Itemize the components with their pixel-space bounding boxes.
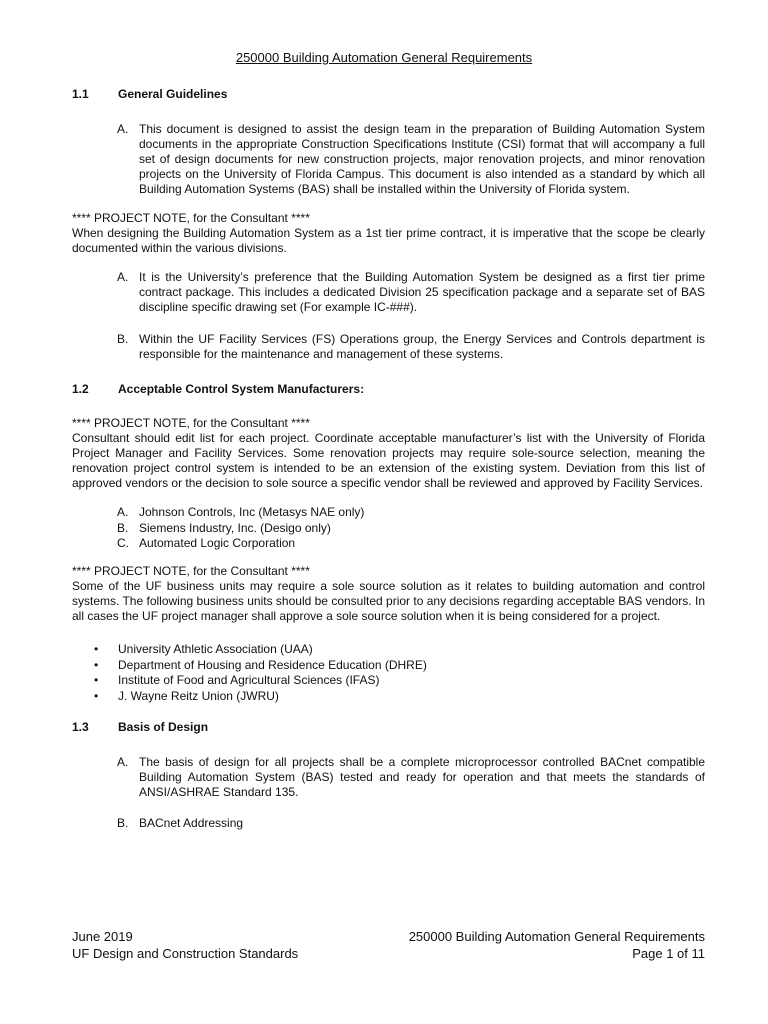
- footer-left: [72, 928, 298, 962]
- bullet-icon: •: [94, 688, 99, 703]
- item-text: It is the University’s preference that the Building Automation System be designed as a first tier prime contract package. This includes a dedicated Division 25 specification package and a separate set of BAS discipline specific drawing set (For example IC-###).: [139, 270, 705, 314]
- project-note-2: [72, 416, 705, 491]
- section-number: 1.2: [72, 382, 89, 396]
- project-note-heading: **** PROJECT NOTE, for the Consultant ****: [72, 211, 310, 225]
- footer-right: [409, 928, 705, 962]
- project-note-text: Consultant should edit list for each project. Coordinate acceptable manufacturer’s list with the University of Florida Project Manager and Facility Services. Some renovation projects may require sole-source selection, meaning the renovation project control system is intended to be an extension of the existing system. Deviation from this list of approved vendors or the decision to sole source a specific vendor shall be reviewed and approved by Facility Services.: [72, 431, 705, 490]
- general-guidelines-item-a: [117, 122, 705, 197]
- section-1-2-heading: [72, 382, 364, 396]
- item-text: This document is designed to assist the design team in the preparation of Building Automation System documents in the appropriate Construction Specifications Institute (CSI) format that will accompany a full set of design documents for new construction projects, major renovation projects, and minor renovation projects on the University of Florida Campus. This document is also intended as a standard by which all Building Automation Systems (BAS) shall be installed within the University of Florida system.: [139, 122, 705, 196]
- item-text: The basis of design for all projects shall be a complete microprocessor controlled BACnet compatible Building Automation System (BAS) tested and ready for operation and that meets the standards of ANSI/ASHRAE Standard 135.: [139, 755, 705, 799]
- item-text: Siemens Industry, Inc. (Desigo only): [139, 520, 331, 535]
- prime-contract-item-b: [117, 332, 705, 362]
- project-note-heading: **** PROJECT NOTE, for the Consultant ****: [72, 564, 310, 578]
- section-title: Acceptable Control System Manufacturers:: [118, 382, 365, 396]
- footer-date: June 2019: [72, 929, 133, 944]
- section-title: Basis of Design: [118, 720, 209, 734]
- bullet-icon: •: [94, 657, 99, 672]
- footer-page-number: Page 1 of 11: [632, 946, 705, 961]
- project-note-1: [72, 211, 705, 256]
- footer-doc-title: 250000 Building Automation General Requirements: [408, 929, 705, 944]
- item-label: A.: [117, 755, 129, 769]
- item-text: Department of Housing and Residence Education (DHRE): [118, 657, 427, 672]
- item-text: BACnet Addressing: [139, 816, 244, 830]
- project-note-3: [72, 564, 705, 624]
- prime-contract-item-a: [117, 270, 705, 315]
- project-note-text: When designing the Building Automation System as a 1st tier prime contract, it is imperative that the scope be clearly documented within the various divisions.: [72, 226, 705, 255]
- basis-of-design-item-a: [117, 755, 705, 800]
- bullet-icon: •: [94, 642, 99, 656]
- basis-of-design-item-b: [117, 816, 705, 831]
- section-title: General Guidelines: [118, 87, 228, 101]
- item-text: J. Wayne Reitz Union (JWRU): [118, 688, 279, 703]
- item-text: Institute of Food and Agricultural Sciences (IFAS): [118, 673, 380, 687]
- item-label: C.: [117, 536, 129, 550]
- item-label: A.: [117, 122, 129, 136]
- section-1-1-heading: [72, 87, 227, 101]
- item-text: Johnson Controls, Inc (Metasys NAE only): [139, 505, 365, 519]
- item-text: University Athletic Association (UAA): [118, 642, 313, 656]
- project-note-heading: **** PROJECT NOTE, for the Consultant ****: [72, 416, 310, 430]
- item-label: B.: [117, 816, 129, 830]
- section-number: 1.1: [72, 87, 89, 101]
- item-text: Within the UF Facility Services (FS) Operations group, the Energy Services and Controls department is responsible for the maintenance and management of these systems.: [139, 332, 705, 361]
- footer-org: UF Design and Construction Standards: [72, 946, 299, 961]
- project-note-text: Some of the UF business units may require a sole source solution as it relates to building automation and control systems. The following business units should be consulted prior to any decisions regarding acceptable BAS vendors. In all cases the UF project manager shall approve a sole source solution when it is being considered for a project.: [72, 579, 705, 623]
- bullet-icon: •: [94, 673, 99, 687]
- section-number: 1.3: [72, 720, 89, 734]
- item-label: A.: [117, 505, 129, 519]
- section-1-3-heading: [72, 720, 208, 734]
- document-title: 250000 Building Automation General Requirements: [235, 50, 533, 65]
- item-label: B.: [117, 520, 129, 535]
- item-label: B.: [117, 332, 129, 346]
- item-label: A.: [117, 270, 129, 284]
- item-text: Automated Logic Corporation: [139, 536, 296, 550]
